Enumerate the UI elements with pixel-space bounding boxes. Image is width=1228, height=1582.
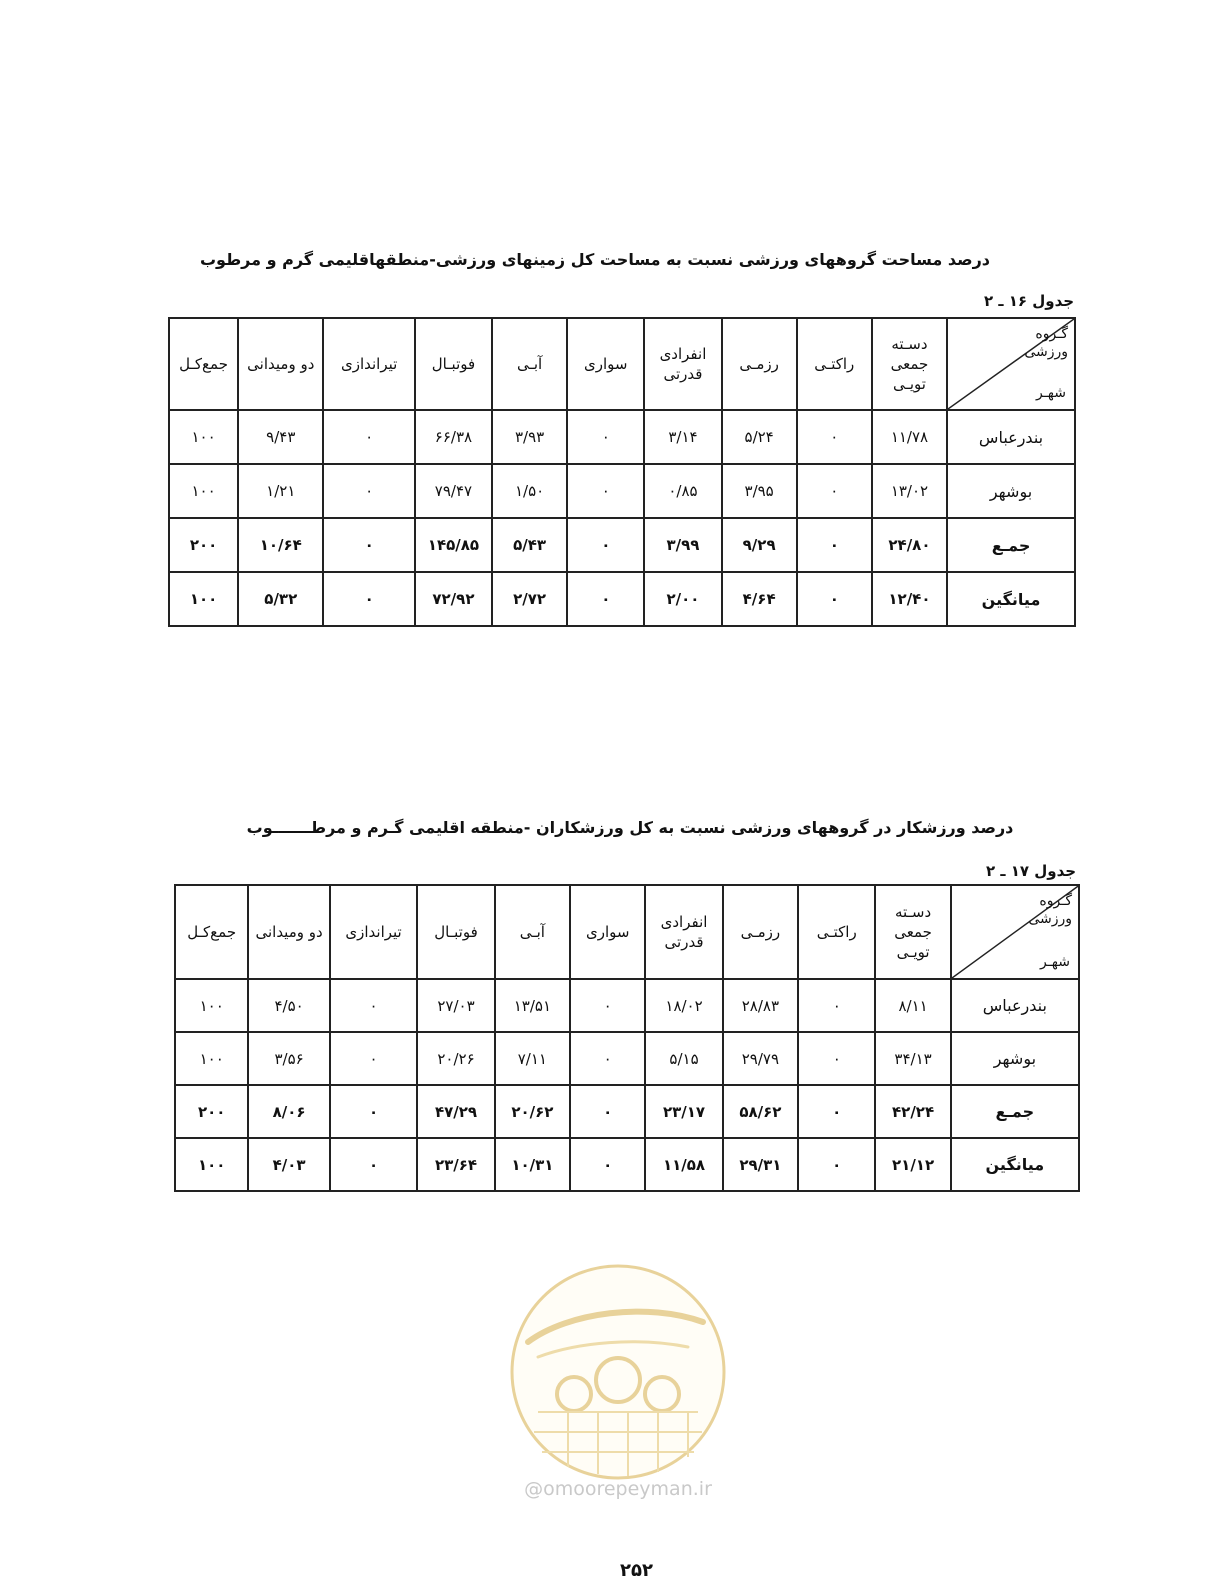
- table-cell: ۵/۱۵: [645, 1032, 722, 1085]
- table-cell: ۱/۵۰: [492, 464, 567, 518]
- table-cell: ۰: [567, 572, 644, 626]
- table2-title: درصد ورزشکار در گروههای ورزشی نسبت به کل ورزشکاران -منطقه اقلیمی گـرم و مرطـــــــوب: [246, 818, 1014, 837]
- watermark-logo-icon: [498, 1262, 738, 1502]
- table-cell: ۴۲/۲۴: [875, 1085, 950, 1138]
- table-cell: ۸/۰۶: [248, 1085, 329, 1138]
- table-cell: ۲/۰۰: [644, 572, 721, 626]
- table-cell: ۱۰۰: [175, 979, 248, 1032]
- table-cell: ۰: [797, 464, 872, 518]
- table-cell: ۰: [323, 518, 414, 572]
- table2-header-cell: راکتـی: [798, 885, 875, 979]
- table-cell: ۰: [570, 979, 645, 1032]
- table1-title: درصد مساحت گروههای ورزشی نسبت به مساحت کل زمینهای ورزشی-منطقهاقلیمی گرم و مرطوب: [199, 250, 991, 269]
- table-cell: ۱۳/۰۲: [872, 464, 947, 518]
- table2-header-cell: انفرادی قدرتی: [645, 885, 722, 979]
- table-cell: ۰/۸۵: [644, 464, 721, 518]
- table-cell: ۱۴۵/۸۵: [415, 518, 492, 572]
- table-cell: ۰: [797, 518, 872, 572]
- table-cell: ۸/۱۱: [875, 979, 950, 1032]
- table1-header-cell: دو ومیدانی: [238, 318, 323, 410]
- table-cell: ۶۶/۳۸: [415, 410, 492, 464]
- table-cell: ۱۲/۴۰: [872, 572, 947, 626]
- table-cell: ۱۰۰: [169, 572, 238, 626]
- table1-city-cell: بوشهر: [947, 464, 1075, 518]
- table1-header-cell: راکتـی: [797, 318, 872, 410]
- table-cell: ۲۱/۱۲: [875, 1138, 950, 1191]
- table-cell: ۵/۴۳: [492, 518, 567, 572]
- table-cell: ۰: [330, 1085, 418, 1138]
- table-cell: ۲۷/۰۳: [417, 979, 494, 1032]
- table-cell: ۱/۲۱: [238, 464, 323, 518]
- table-row: [175, 979, 1079, 1032]
- table-cell: ۷۲/۹۲: [415, 572, 492, 626]
- table2-header-cell: جمع‌کـل: [175, 885, 248, 979]
- table2-city-cell: بوشهر: [951, 1032, 1079, 1085]
- table-cell: ۰: [798, 1138, 875, 1191]
- table-cell: ۳/۹۹: [644, 518, 721, 572]
- table-row: [169, 464, 1075, 518]
- table-cell: ۴/۶۴: [722, 572, 797, 626]
- table1-corner-cell: [947, 318, 1075, 410]
- table2-corner-cell: [951, 885, 1079, 979]
- table-cell: ۲/۷۲: [492, 572, 567, 626]
- table1-header-cell: فوتبـال: [415, 318, 492, 410]
- table2-header-cell: فوتبـال: [417, 885, 494, 979]
- table-cell: ۲۳/۶۴: [417, 1138, 494, 1191]
- table-row: [175, 1085, 1079, 1138]
- table-cell: ۲۰/۲۶: [417, 1032, 494, 1085]
- table-cell: ۲۰۰: [175, 1085, 248, 1138]
- table2-label: جدول ۱۷ ـ ۲: [986, 862, 1077, 880]
- table-row: [175, 1032, 1079, 1085]
- table2-header-cell: سواری: [570, 885, 645, 979]
- table1-label: جدول ۱۶ ـ ۲: [984, 292, 1075, 310]
- table2-city-cell: جمـع: [951, 1085, 1079, 1138]
- table1-header-cell: سواری: [567, 318, 644, 410]
- table2-header-cell: دو ومیدانی: [248, 885, 329, 979]
- table-cell: ۴۷/۲۹: [417, 1085, 494, 1138]
- table-cell: ۰: [798, 1085, 875, 1138]
- table-cell: ۰: [567, 464, 644, 518]
- table-cell: ۷/۱۱: [495, 1032, 570, 1085]
- table-row: [169, 518, 1075, 572]
- table1-city-cell: بندرعباس: [947, 410, 1075, 464]
- table1-header-cell: جمع‌کـل: [169, 318, 238, 410]
- table2-header-cell: دسـته جمعی تویـی: [875, 885, 950, 979]
- table-cell: ۱۰۰: [169, 410, 238, 464]
- table-cell: ۲۰/۶۲: [495, 1085, 570, 1138]
- table-cell: ۲۹/۳۱: [723, 1138, 798, 1191]
- table-cell: ۷۹/۴۷: [415, 464, 492, 518]
- table-cell: ۲۰۰: [169, 518, 238, 572]
- table-cell: ۳/۹۳: [492, 410, 567, 464]
- table-row: [169, 410, 1075, 464]
- table1: [168, 317, 1076, 627]
- table1-header-cell: دسـته جمعی تویـی: [872, 318, 947, 410]
- table-cell: ۰: [330, 1032, 418, 1085]
- table-cell: ۰: [323, 572, 414, 626]
- table-cell: ۲۴/۸۰: [872, 518, 947, 572]
- table1-header-cell: رزمـی: [722, 318, 797, 410]
- table2-corner-group: گـروه ورزشی: [1028, 893, 1072, 927]
- table-cell: ۱۳/۵۱: [495, 979, 570, 1032]
- table-cell: ۱۰۰: [169, 464, 238, 518]
- table-cell: ۰: [567, 518, 644, 572]
- table1-header-row: [169, 318, 1075, 410]
- table1-header-cell: تیراندازی: [323, 318, 414, 410]
- table-cell: ۲۹/۷۹: [723, 1032, 798, 1085]
- table2-header-cell: آبـی: [495, 885, 570, 979]
- table-cell: ۱۱/۵۸: [645, 1138, 722, 1191]
- table1-city-cell: میانگین: [947, 572, 1075, 626]
- table-cell: ۳/۵۶: [248, 1032, 329, 1085]
- table-cell: ۰: [567, 410, 644, 464]
- page-number: ۲۵۲: [620, 1560, 653, 1581]
- table-cell: ۵/۲۴: [722, 410, 797, 464]
- table-cell: ۴/۵۰: [248, 979, 329, 1032]
- table-cell: ۵/۳۲: [238, 572, 323, 626]
- table-cell: ۰: [797, 410, 872, 464]
- table2-corner-city: شهـر: [1039, 954, 1070, 970]
- table2-city-cell: بندرعباس: [951, 979, 1079, 1032]
- table-cell: ۰: [798, 1032, 875, 1085]
- table-cell: ۰: [330, 1138, 418, 1191]
- table-cell: ۱۰۰: [175, 1032, 248, 1085]
- table-cell: ۹/۴۳: [238, 410, 323, 464]
- table-cell: ۱۱/۷۸: [872, 410, 947, 464]
- table-cell: ۹/۲۹: [722, 518, 797, 572]
- table-cell: ۲۸/۸۳: [723, 979, 798, 1032]
- table-cell: ۱۰۰: [175, 1138, 248, 1191]
- table1-header-cell: انفرادی قدرتی: [644, 318, 721, 410]
- table1-city-cell: جمـع: [947, 518, 1075, 572]
- table1-corner-city: شهـر: [1035, 385, 1066, 401]
- table2-header-row: [175, 885, 1079, 979]
- table-cell: ۰: [798, 979, 875, 1032]
- table-cell: ۱۰/۶۴: [238, 518, 323, 572]
- table-cell: ۳/۹۵: [722, 464, 797, 518]
- table2-header-cell: رزمـی: [723, 885, 798, 979]
- table-cell: ۰: [323, 464, 414, 518]
- table-cell: ۴/۰۳: [248, 1138, 329, 1191]
- table-cell: ۵۸/۶۲: [723, 1085, 798, 1138]
- table-cell: ۰: [570, 1138, 645, 1191]
- table2-header-cell: تیراندازی: [330, 885, 418, 979]
- table2-city-cell: میانگین: [951, 1138, 1079, 1191]
- watermark-url: @omoorepeyman.ir: [524, 1478, 712, 1500]
- table1-corner-group: گـروه ورزشی: [1024, 326, 1068, 360]
- table-cell: ۱۸/۰۲: [645, 979, 722, 1032]
- table-row: [175, 1138, 1079, 1191]
- table-cell: ۰: [570, 1085, 645, 1138]
- table2: [174, 884, 1080, 1192]
- table-cell: ۲۳/۱۷: [645, 1085, 722, 1138]
- table-row: [169, 572, 1075, 626]
- table-cell: ۰: [570, 1032, 645, 1085]
- table-cell: ۰: [330, 979, 418, 1032]
- table-cell: ۱۰/۳۱: [495, 1138, 570, 1191]
- table1-header-cell: آبـی: [492, 318, 567, 410]
- table-cell: ۰: [797, 572, 872, 626]
- table-cell: ۰: [323, 410, 414, 464]
- table-cell: ۳۴/۱۳: [875, 1032, 950, 1085]
- table-cell: ۳/۱۴: [644, 410, 721, 464]
